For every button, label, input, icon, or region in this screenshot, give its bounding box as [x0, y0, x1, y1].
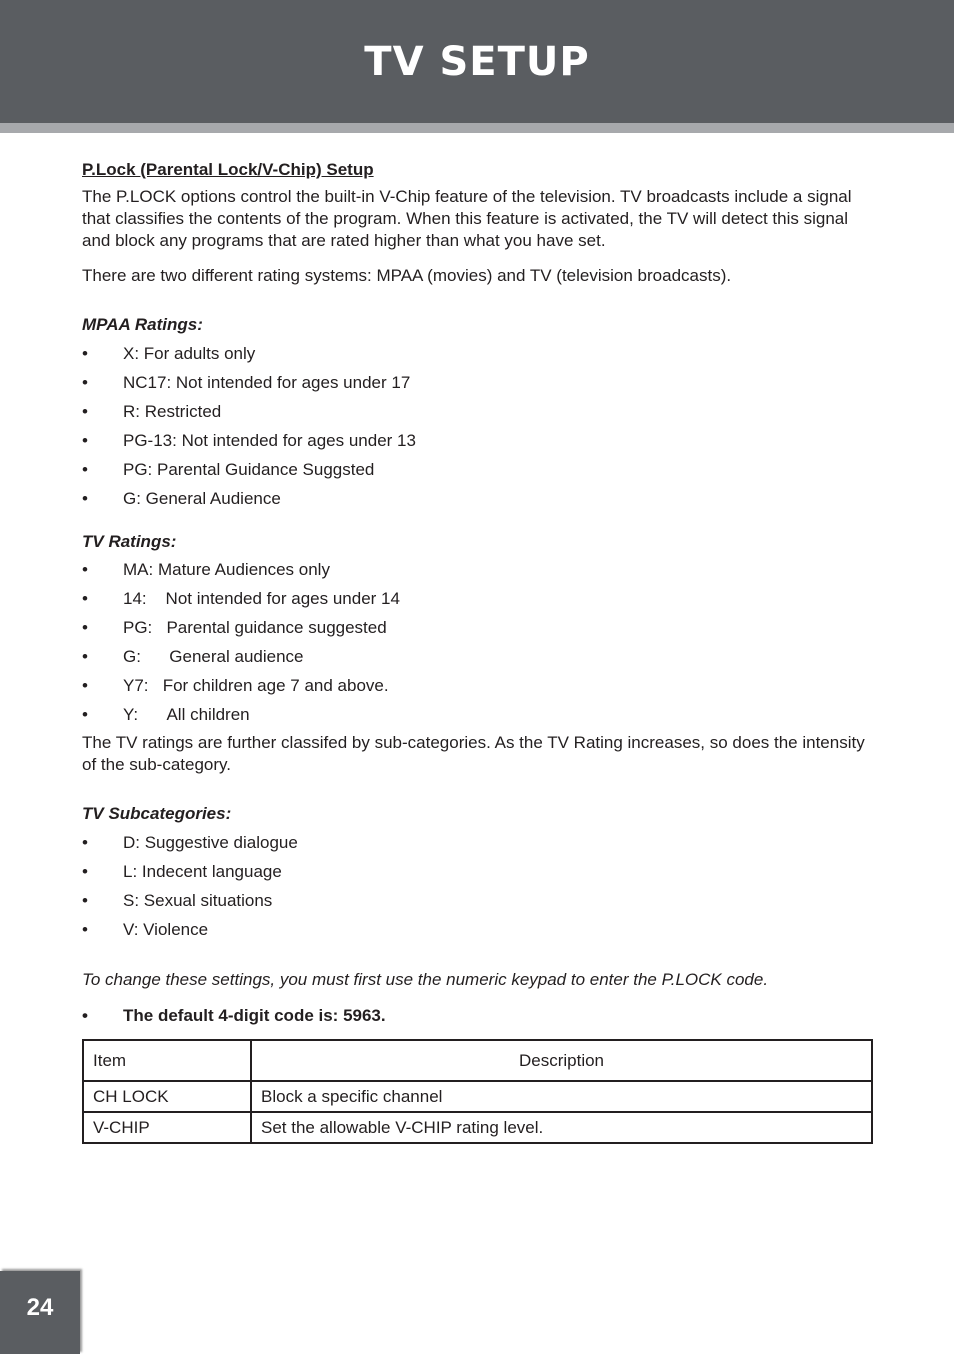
rating-code: 14: [123, 589, 147, 608]
list-item: • PG-13: Not intended for ages under 13 [82, 430, 872, 452]
list-item [82, 675, 872, 697]
rating-code: Y: [123, 705, 139, 724]
rating-spacer [147, 589, 166, 608]
list-item [82, 617, 872, 639]
list-item: • R: Restricted [82, 401, 872, 423]
rating-text: Mature Audiences only [157, 560, 330, 579]
instruction-note: To change these settings, you must first use the numeric keypad to enter the P.LOCK code. [82, 970, 769, 989]
rating-spacer [152, 618, 166, 637]
intro-paragraph: The P.LOCK options control the built-in V-Chip feature of the television. TV broadcasts include a signal that classifies the contents of the program. When this feature is activated, the TV will detect this signal and block any programs that are rated higher than what you have set. [82, 187, 852, 250]
rating-text: Not intended for ages under 14 [165, 589, 400, 608]
table-row [83, 1112, 872, 1143]
rating-text: For children age 7 and above. [162, 676, 389, 695]
rating-text: All children [166, 705, 250, 724]
table-header-item: Item [83, 1040, 251, 1081]
table-cell: Set the allowable V-CHIP rating level. [251, 1112, 872, 1143]
table-header-row [83, 1040, 872, 1081]
rating-code: Y7: [123, 676, 149, 695]
list-item: • NC17: Not intended for ages under 17 [82, 372, 872, 394]
rating-spacer [141, 647, 169, 666]
default-code-item: • The default 4-digit code is: 5963. [82, 1005, 872, 1027]
rating-code: PG: [123, 618, 153, 637]
table-cell: CH LOCK [83, 1081, 251, 1112]
tv-subcategories-heading: TV Subcategories: [82, 804, 232, 823]
page-content [82, 158, 872, 1144]
mpaa-heading: MPAA Ratings: [82, 315, 203, 334]
list-item [82, 646, 872, 668]
default-code-list [82, 1005, 872, 1027]
table-header-description: Description [251, 1040, 872, 1081]
list-item [82, 588, 872, 610]
rating-text: Parental guidance suggested [166, 618, 387, 637]
rating-spacer [138, 705, 166, 724]
settings-table [82, 1039, 873, 1144]
section-title: P.Lock (Parental Lock/V-Chip) Setup [82, 160, 374, 179]
header-divider [0, 123, 954, 133]
tv-ratings-note: The TV ratings are further classifed by sub-categories. As the TV Rating increases, so does the intensity of the sub-category. [82, 733, 865, 774]
table-cell: V-CHIP [83, 1112, 251, 1143]
page-number: 24 [0, 1271, 80, 1354]
rating-text: General audience [169, 647, 304, 666]
list-item: • X: For adults only [82, 343, 872, 365]
mpaa-list [82, 343, 872, 510]
rating-spacer [149, 676, 163, 695]
list-item: • S: Sexual situations [82, 890, 872, 912]
table-row [83, 1081, 872, 1112]
list-item: • V: Violence [82, 919, 872, 941]
list-item: • L: Indecent language [82, 861, 872, 883]
page-title: TV SETUP [364, 39, 590, 85]
tv-subcategories-list [82, 832, 872, 941]
rating-code: MA: [123, 560, 154, 579]
table-cell: Block a specific channel [251, 1081, 872, 1112]
list-item [82, 704, 872, 726]
list-item: • G: General Audience [82, 488, 872, 510]
tv-ratings-heading: TV Ratings: [82, 532, 177, 551]
rating-code: G: [123, 647, 141, 666]
list-item: • PG: Parental Guidance Suggsted [82, 459, 872, 481]
tv-ratings-list [82, 559, 872, 726]
list-item: • D: Suggestive dialogue [82, 832, 872, 854]
list-item [82, 559, 872, 581]
rating-systems-paragraph: There are two different rating systems: MPAA (movies) and TV (television broadcasts). [82, 266, 732, 285]
